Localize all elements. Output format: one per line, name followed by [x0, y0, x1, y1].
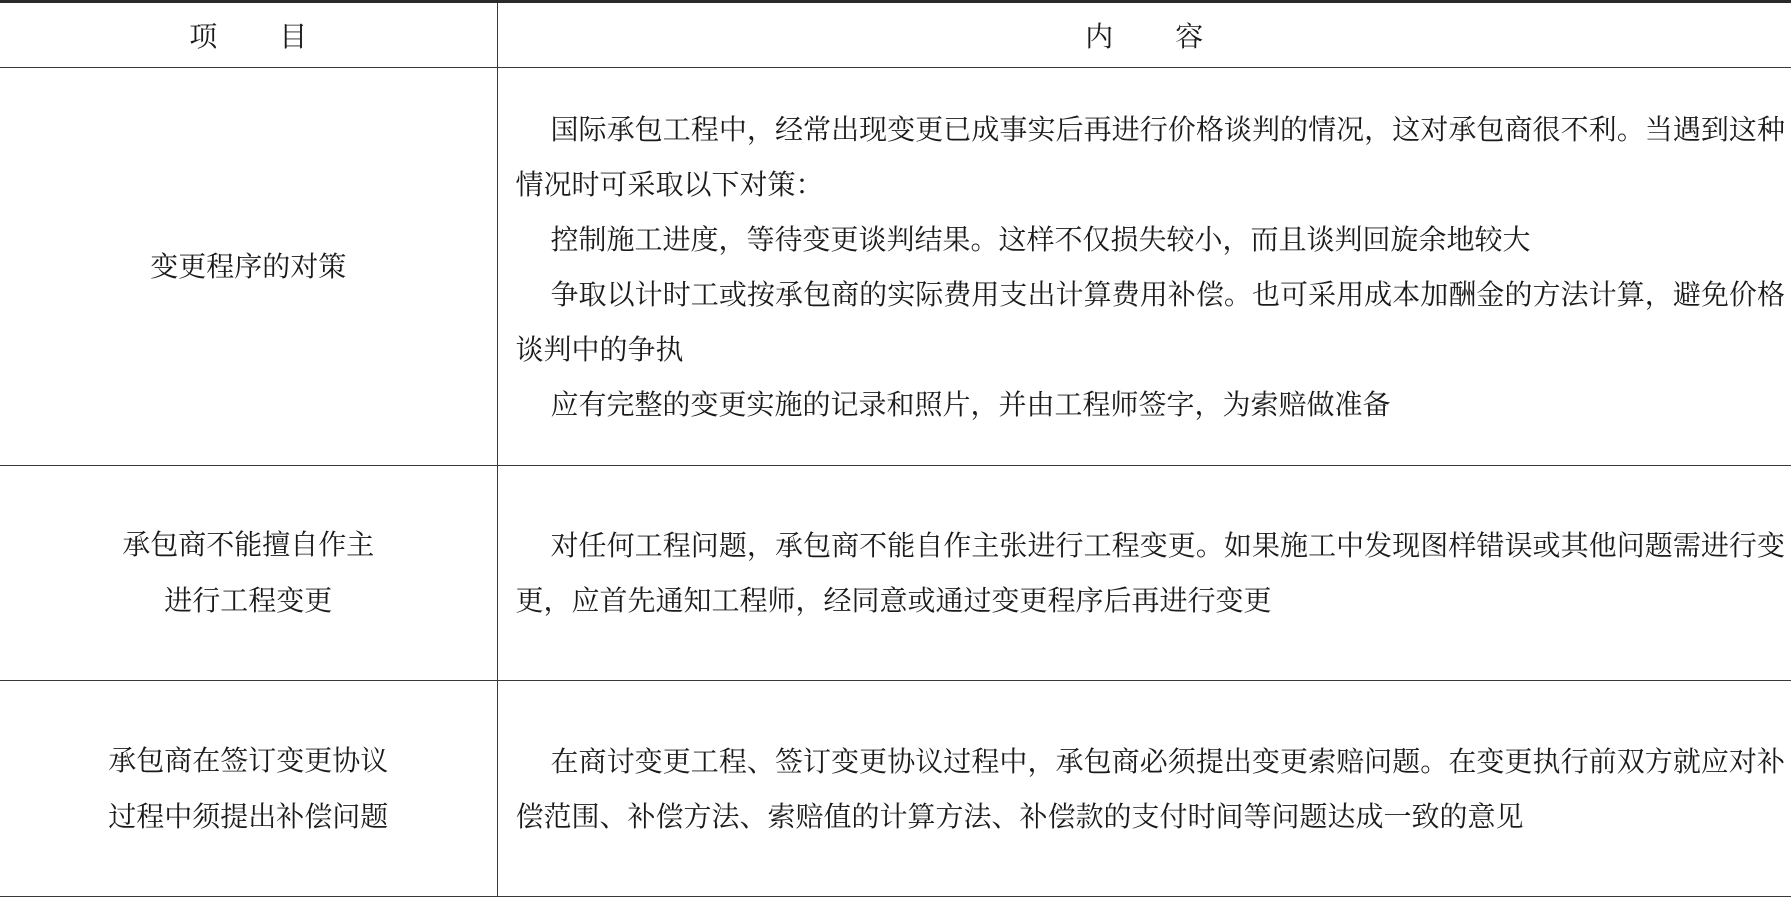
row-item-line: 变更程序的对策: [150, 249, 347, 283]
content-paragraph: 争取以计时工或按承包商的实际费用支出计算费用补偿。也可采用成本加酬金的方法计算，避免价格谈判中的争执: [515, 277, 1785, 366]
row-item-line: 承包商不能擅自作主: [122, 528, 375, 561]
header-content: [497, 2, 1791, 68]
row-item-line: 进行工程变更: [164, 584, 333, 617]
content-paragraph: 国际承包工程中，经常出现变更已成事实后再进行价格谈判的情况，这对承包商很不利。当遇到这种情况时可采取以下对策：: [515, 112, 1785, 201]
content-paragraph: 控制施工进度，等待变更谈判结果。这样不仅损失较小，而且谈判回旋余地较大: [550, 222, 1531, 256]
header-content-char-1: 内: [1085, 20, 1114, 53]
table-row: [0, 466, 1791, 681]
content-paragraph: 在商讨变更工程、签订变更协议过程中，承包商必须提出变更索赔问题。在变更执行前双方就应对补偿范围、补偿方法、索赔值的计算方法、补偿款的支付时间等问题达成一致的意见: [515, 744, 1785, 833]
table-header-row: [0, 2, 1791, 68]
row-item-line: 过程中须提出补偿问题: [108, 799, 389, 833]
header-item-char-2: 目: [279, 20, 308, 53]
row-item-cell: [0, 466, 497, 681]
header-item-char-1: 项: [189, 20, 218, 53]
content-paragraph: 应有完整的变更实施的记录和照片，并由工程师签字，为索赔做准备: [550, 387, 1391, 421]
header-content-char-2: 容: [1175, 20, 1204, 53]
row-content-cell: [497, 466, 1791, 681]
content-paragraph: 对任何工程问题，承包商不能自作主张进行工程变更。如果施工中发现图样错误或其他问题需进行变更，应首先通知工程师，经同意或通过变更程序后再进行变更: [515, 529, 1785, 617]
row-content-cell: [497, 681, 1791, 897]
table-row: [0, 681, 1791, 897]
table-row: [0, 68, 1791, 466]
row-item-line: 承包商在签订变更协议: [108, 743, 389, 777]
row-item-cell: [0, 68, 497, 466]
header-item: [0, 2, 497, 68]
row-item-cell: [0, 681, 497, 897]
row-content-cell: [497, 68, 1791, 466]
